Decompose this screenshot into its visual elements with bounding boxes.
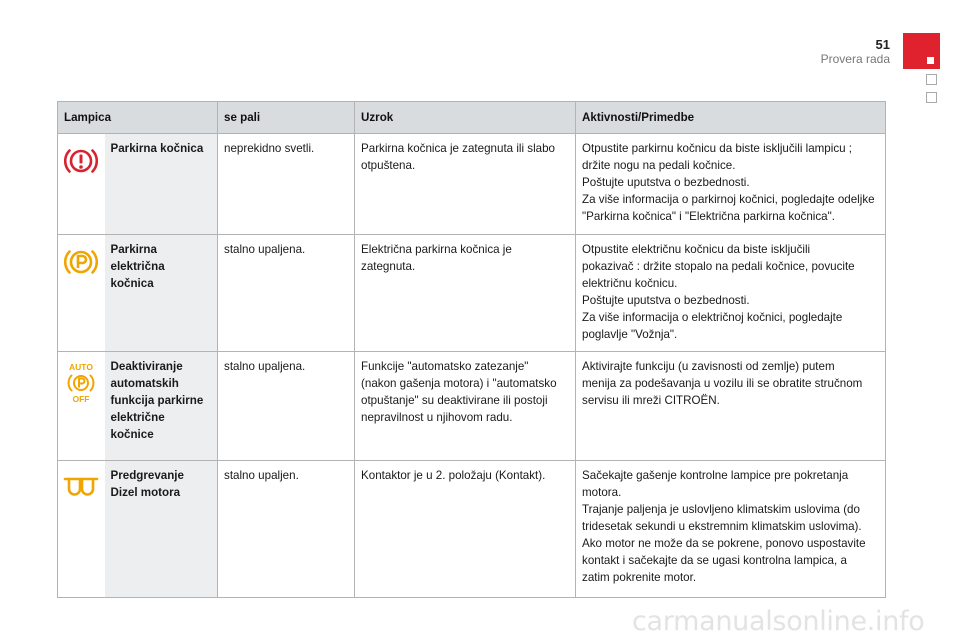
watermark: carmanualsonline.info: [632, 606, 925, 637]
action-line: pokazivač : držite stopalo na pedali kočnice, povucite: [582, 260, 855, 273]
lit-line: stalno upaljena.: [224, 360, 306, 373]
cause-line: Funkcije "automatsko zatezanje": [361, 360, 529, 373]
action-line: motora.: [582, 486, 622, 499]
lit-line: neprekidno svetli.: [224, 142, 315, 155]
cause-line: otpuštena.: [361, 159, 416, 172]
header-action: Aktivnosti/Primedbe: [576, 102, 886, 134]
action-line: tridesetak sekundi u ekstremnim klimatskim uslovima).: [582, 520, 862, 533]
icon-cell: [58, 461, 105, 598]
action-line: Aktivirajte funkciju (u zavisnosti od zemlje) putem: [582, 360, 835, 373]
lit-cell: [218, 352, 355, 461]
page-header: [821, 38, 890, 66]
action-cell: [576, 352, 886, 461]
lamp-name-line: funkcija parkirne: [110, 394, 204, 407]
lit-line: stalno upaljen.: [224, 469, 299, 482]
action-line: Za više informacija o električnoj kočnici, pogledajte: [582, 311, 843, 324]
action-line: "Parkirna kočnica" i "Električna parkirna kočnica".: [582, 210, 835, 223]
lamp-name-line: Deaktiviranje: [110, 360, 183, 373]
action-line: poglavlje "Vožnja".: [582, 328, 678, 341]
electric-parking-brake-icon: [64, 245, 98, 279]
page-number: 51: [875, 37, 890, 52]
lit-cell: [218, 134, 355, 235]
lamp-name-line: automatskih: [110, 377, 179, 390]
cause-line: otpuštanje" su deaktivirane ili postoji: [361, 394, 548, 407]
table-row: [58, 235, 886, 352]
lamp-name-cell: [105, 134, 218, 235]
table-row: [58, 352, 886, 461]
cause-line: zategnuta.: [361, 260, 416, 273]
lamp-name-line: Predgrevanje: [110, 469, 184, 482]
lamp-name-line: električna: [110, 260, 165, 273]
lit-cell: [218, 461, 355, 598]
action-line: zatim pokrenite motor.: [582, 571, 697, 584]
chapter-box-1: [926, 74, 937, 85]
table-header-row: [58, 102, 886, 134]
action-line: Poštujte uputstva o bezbednosti.: [582, 176, 750, 189]
header-lamp: Lampica: [58, 102, 218, 134]
icon-cell: [58, 134, 105, 235]
glow-plug-icon: [63, 473, 99, 501]
auto-label: AUTO: [69, 362, 94, 372]
action-line: Otpustite parkirnu kočnicu da biste isključili lampicu ;: [582, 142, 853, 155]
action-line: Otpustite električnu kočnicu da biste isključili: [582, 243, 811, 256]
cause-line: Kontaktor je u 2. položaju (Kontakt).: [361, 469, 546, 482]
action-line: Za više informacija o parkirnoj kočnici, pogledajte odeljke: [582, 193, 875, 206]
action-line: Poštujte uputstva o bezbednosti.: [582, 294, 750, 307]
cause-line: nepravilnost u njihovom radu.: [361, 411, 513, 424]
action-line: držite nogu na pedali kočnice.: [582, 159, 736, 172]
chapter-tab: [903, 33, 940, 69]
auto-park-off-icon: [62, 362, 100, 404]
table-row: [58, 461, 886, 598]
lit-cell: [218, 235, 355, 352]
action-line: Trajanje paljenja je uslovljeno klimatskim uslovima (do: [582, 503, 860, 516]
warning-lamp-table: [57, 101, 886, 598]
lamp-name-cell: [105, 352, 218, 461]
lamp-name-cell: [105, 235, 218, 352]
section-title: Provera rada: [820, 52, 890, 66]
action-line: kontakt i sačekajte da se ugasi kontrolna lampica, a: [582, 554, 847, 567]
icon-cell: [58, 352, 105, 461]
lamp-name-line: Parkirna kočnica: [110, 142, 204, 155]
cause-line: Parkirna kočnica je zategnuta ili slabo: [361, 142, 555, 155]
parking-brake-warning-icon: [64, 144, 98, 178]
chapter-tab-marker: [927, 57, 934, 64]
off-label: OFF: [72, 394, 90, 404]
lamp-name-line: kočnica: [110, 277, 154, 290]
icon-cell: [58, 235, 105, 352]
lamp-name-line: Parkirna: [110, 243, 157, 256]
action-line: servisu ili mreži CITROËN.: [582, 394, 720, 407]
cause-cell: [355, 352, 576, 461]
cause-line: Električna parkirna kočnica je: [361, 243, 512, 256]
cause-cell: [355, 461, 576, 598]
header-lit: se pali: [218, 102, 355, 134]
lamp-name-line: Dizel motora: [110, 486, 181, 499]
chapter-box-2: [926, 92, 937, 103]
action-cell: [576, 235, 886, 352]
action-line: Ako motor ne može da se pokrene, ponovo uspostavite: [582, 537, 866, 550]
action-line: Sačekajte gašenje kontrolne lampice pre pokretanja: [582, 469, 849, 482]
header-cause: Uzrok: [355, 102, 576, 134]
cause-cell: [355, 235, 576, 352]
lamp-name-line: kočnice: [110, 428, 154, 441]
cause-cell: [355, 134, 576, 235]
cause-line: (nakon gašenja motora) i "automatsko: [361, 377, 557, 390]
table-row: [58, 134, 886, 235]
lamp-name-line: električne: [110, 411, 165, 424]
action-line: električnu kočnicu.: [582, 277, 678, 290]
action-cell: [576, 134, 886, 235]
lamp-name-cell: [105, 461, 218, 598]
lit-line: stalno upaljena.: [224, 243, 306, 256]
action-line: menija za podešavanja u vozilu ili se obratite stručnom: [582, 377, 863, 390]
action-cell: [576, 461, 886, 598]
